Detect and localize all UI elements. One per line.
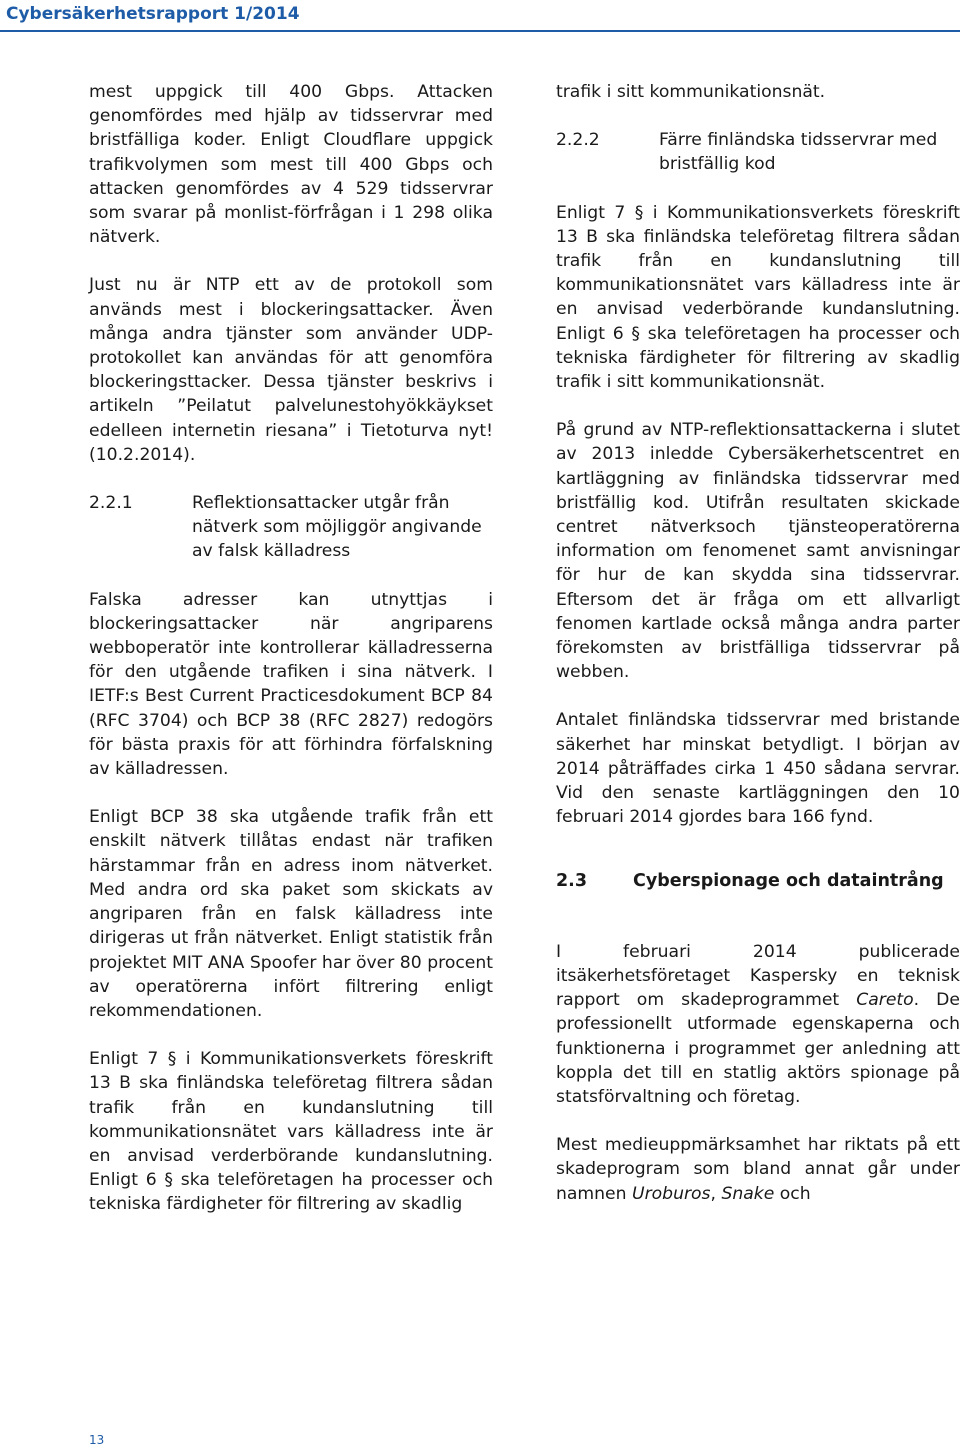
- section-heading-2-2-2: [556, 128, 960, 176]
- section-title: Reflektionsattacker utgår från nätverk som möjliggör angivande av falsk källadress: [192, 493, 482, 562]
- paragraph: På grund av NTP-reflektionsattackerna i slutet av 2013 inledde Cybersäkerhetscentret en kartläggning av finländska tidsservrar med bristfällig kod. Utifrån resultaten skickade centret nätverksoch tjänsteoperatörerna information om fenomenet samt anvisningar för hur de kan skydda sina tidsservrar. Eftersom det är fråga om ett allvarligt fenomen kartlade också många andra parter förekomsten av bristfälliga tidsservrar på webben.: [556, 420, 960, 683]
- paragraph: Falska adresser kan utnyttjas i blockeringsattacker när angriparens webboperatör inte kontrollerar källadresserna för den utgående trafiken i sina nätverk. I IETF:s Best Current Practicesdokument BCP 84 (RFC 3704) och BCP 38 (RFC 2827) redogörs för bästa praxis för att förhindra förfalskning av källadressen.: [89, 589, 493, 780]
- running-header: [0, 0, 960, 32]
- paragraph: Just nu är NTP ett av de protokoll som används mest i blockeringsattacker. Även många andra tjänster som använder UDP-protokollet kan användas för att genomföra blockeringsttacker. Dessa tjänster beskrivs i artikeln ”Peilatut palvelunestohyökkäykset edelleen internetin riesana” i Tietoturva nyt! (10.2.2014).: [89, 275, 493, 465]
- section-heading-2-2-1: [89, 491, 493, 564]
- left-column: [89, 80, 493, 1241]
- paragraph: Antalet finländska tidsservrar med bristande säkerhet har minskat betydligt. I början av 2014 påträffades cirka 1 450 sådana servrar. Vid den senaste kartläggningen den 10 februari 2014 gjordes bara 166 fynd.: [556, 710, 960, 828]
- italic-term: Snake: [721, 1183, 775, 1204]
- text-run: ,: [710, 1183, 722, 1204]
- right-column: [556, 80, 960, 1230]
- section-number: 2.2.1: [89, 493, 133, 514]
- italic-term: Uroburos: [632, 1183, 711, 1204]
- text-run: Mest medieuppmärksamhet har riktats på ett skadeprogram som bland annat går under namnen: [556, 1135, 960, 1204]
- paragraph: Enligt 7 § i Kommunikationsverkets föreskrift 13 B ska finländska teleföretag filtrera sådan trafik från en kundanslutning till kommunikationsnätet vars källadress inte är en anvisad vederbörande kundanslutning. Enligt 6 § ska teleföretagen ha processer och tekniska färdigheter för filtrering av skadlig trafik i sitt kommunikationsnät.: [556, 202, 960, 393]
- section-heading-2-3: [556, 869, 960, 893]
- paragraph: Enligt BCP 38 ska utgående trafik från ett enskilt nätverk tillåtas endast när trafiken härstammar från en adress inom nätverket. Med andra ord ska paket som skickats av angriparen från en falsk källadress inte dirigeras ut från nätverket. Enligt statistik från projektet MIT ANA Spoofer har över 80 procent av operatörerna infört filtrering enligt rekommendationen.: [89, 807, 493, 1021]
- italic-term: Careto: [856, 990, 914, 1011]
- page-number: 13: [89, 1433, 105, 1447]
- section-title: Cyberspionage och dataintrång: [633, 871, 944, 892]
- report-title: Cybersäkerhetsrapport 1/2014: [6, 4, 300, 24]
- paragraph: [556, 940, 960, 1109]
- paragraph: Enligt 7 § i Kommunikationsverkets föreskrift 13 B ska finländska teleföretag filtrera sådan trafik från en kundanslutning till kommunikationsnätet vars källadress inte är en anvisad verderbörande kundanslutning. Enligt 6 § ska teleföretagen ha processer och tekniska färdigheter för filtrering av skadlig: [89, 1049, 493, 1215]
- text-run: . De professionellt utformade egenskaperna och funktionerna i programmet ger anledning att koppla det till en statlig aktörs spionage på statsförvaltning och företag.: [556, 990, 960, 1107]
- section-number: 2.3: [556, 871, 588, 892]
- paragraph: [556, 1133, 960, 1206]
- paragraph: mest uppgick till 400 Gbps. Attacken genomfördes med hjälp av tidsservrar med bristfälliga koder. Enligt Cloudflare uppgick trafikvolymen som mest till 400 Gbps och attacken genomfördes av 4 529 tidsservrar som svarar på monlist-förfrågan i 1 298 olika nätverk.: [89, 82, 493, 248]
- paragraph: trafik i sitt kommunikationsnät.: [556, 82, 826, 102]
- section-title: Färre finländska tidsservrar med bristfällig kod: [659, 130, 938, 175]
- section-number: 2.2.2: [556, 130, 600, 151]
- text-run: och: [774, 1183, 811, 1204]
- text-run: I februari 2014 publicerade itsäkerhetsföretaget Kaspersky en teknisk rapport om skadeprogrammet: [556, 941, 960, 1011]
